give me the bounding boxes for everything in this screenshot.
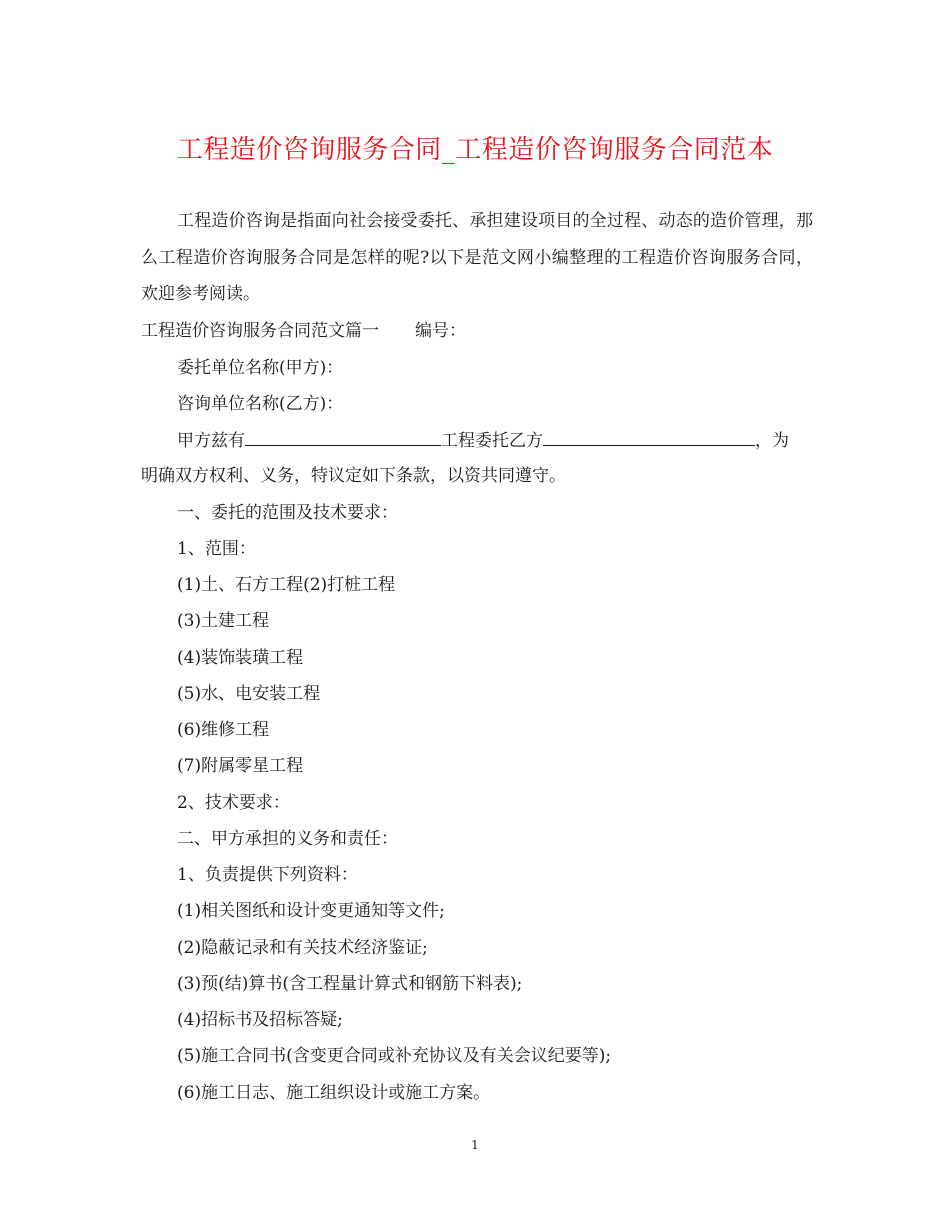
document-title: 工程造价咨询服务合同_工程造价咨询服务合同范本 bbox=[176, 135, 774, 165]
consultant-blank bbox=[543, 427, 755, 446]
page-number: 1 bbox=[471, 1138, 479, 1152]
agreement-line bbox=[177, 427, 789, 454]
clause-item: (6)维修工程 bbox=[177, 720, 270, 740]
client-label: 委托单位名称(甲方)： bbox=[177, 358, 344, 378]
section-heading-row bbox=[141, 318, 466, 344]
consultant-label: 咨询单位名称(乙方)： bbox=[177, 394, 344, 414]
clause-item: (3)预(结)算书(含工程量计算式和钢筋下料表); bbox=[177, 974, 523, 994]
clause-item: (6)施工日志、施工组织设计或施工方案。 bbox=[177, 1083, 491, 1103]
clause-item: 1、范围： bbox=[177, 539, 256, 559]
clause-item: (7)附属零星工程 bbox=[177, 756, 304, 776]
clause-heading: 二、甲方承担的义务和责任： bbox=[177, 829, 398, 849]
clause-item: 1、负责提供下列资料： bbox=[177, 865, 358, 885]
agreement-line-2: 明确双方权利、义务，特议定如下条款，以资共同遵守。 bbox=[141, 466, 566, 486]
clause-item: (1)土、石方工程(2)打桩工程 bbox=[177, 575, 396, 595]
agreement-part3: ，为 bbox=[755, 431, 789, 451]
section-heading: 工程造价咨询服务合同范文篇一 bbox=[141, 321, 379, 341]
intro-paragraph: 工程造价咨询是指面向社会接受委托、承担建设项目的全过程、动态的造价管理，那么工程造价咨询服务合同是怎样的呢?以下是范文网小编整理的工程造价咨询服务合同，欢迎参考阅读。 bbox=[141, 211, 813, 304]
clause-heading: 一、委托的范围及技术要求： bbox=[177, 503, 398, 523]
clause-item: (5)施工合同书(含变更合同或补充协议及有关会议纪要等); bbox=[177, 1046, 612, 1066]
agreement-part2: 工程委托乙方 bbox=[441, 431, 543, 451]
clause-item: (1)相关图纸和设计变更通知等文件; bbox=[177, 901, 445, 921]
clause-item: (4)招标书及招标答疑; bbox=[177, 1010, 343, 1030]
number-label: 编号： bbox=[415, 321, 466, 341]
agreement-part1: 甲方兹有 bbox=[177, 431, 245, 451]
clause-item: (4)装饰装璜工程 bbox=[177, 648, 304, 668]
project-name-blank bbox=[245, 427, 441, 446]
clause-item: (3)土建工程 bbox=[177, 611, 270, 631]
clause-item: (5)水、电安装工程 bbox=[177, 684, 321, 704]
clause-item: 2、技术要求： bbox=[177, 793, 290, 813]
clause-item: (2)隐蔽记录和有关技术经济鉴证; bbox=[177, 938, 428, 958]
